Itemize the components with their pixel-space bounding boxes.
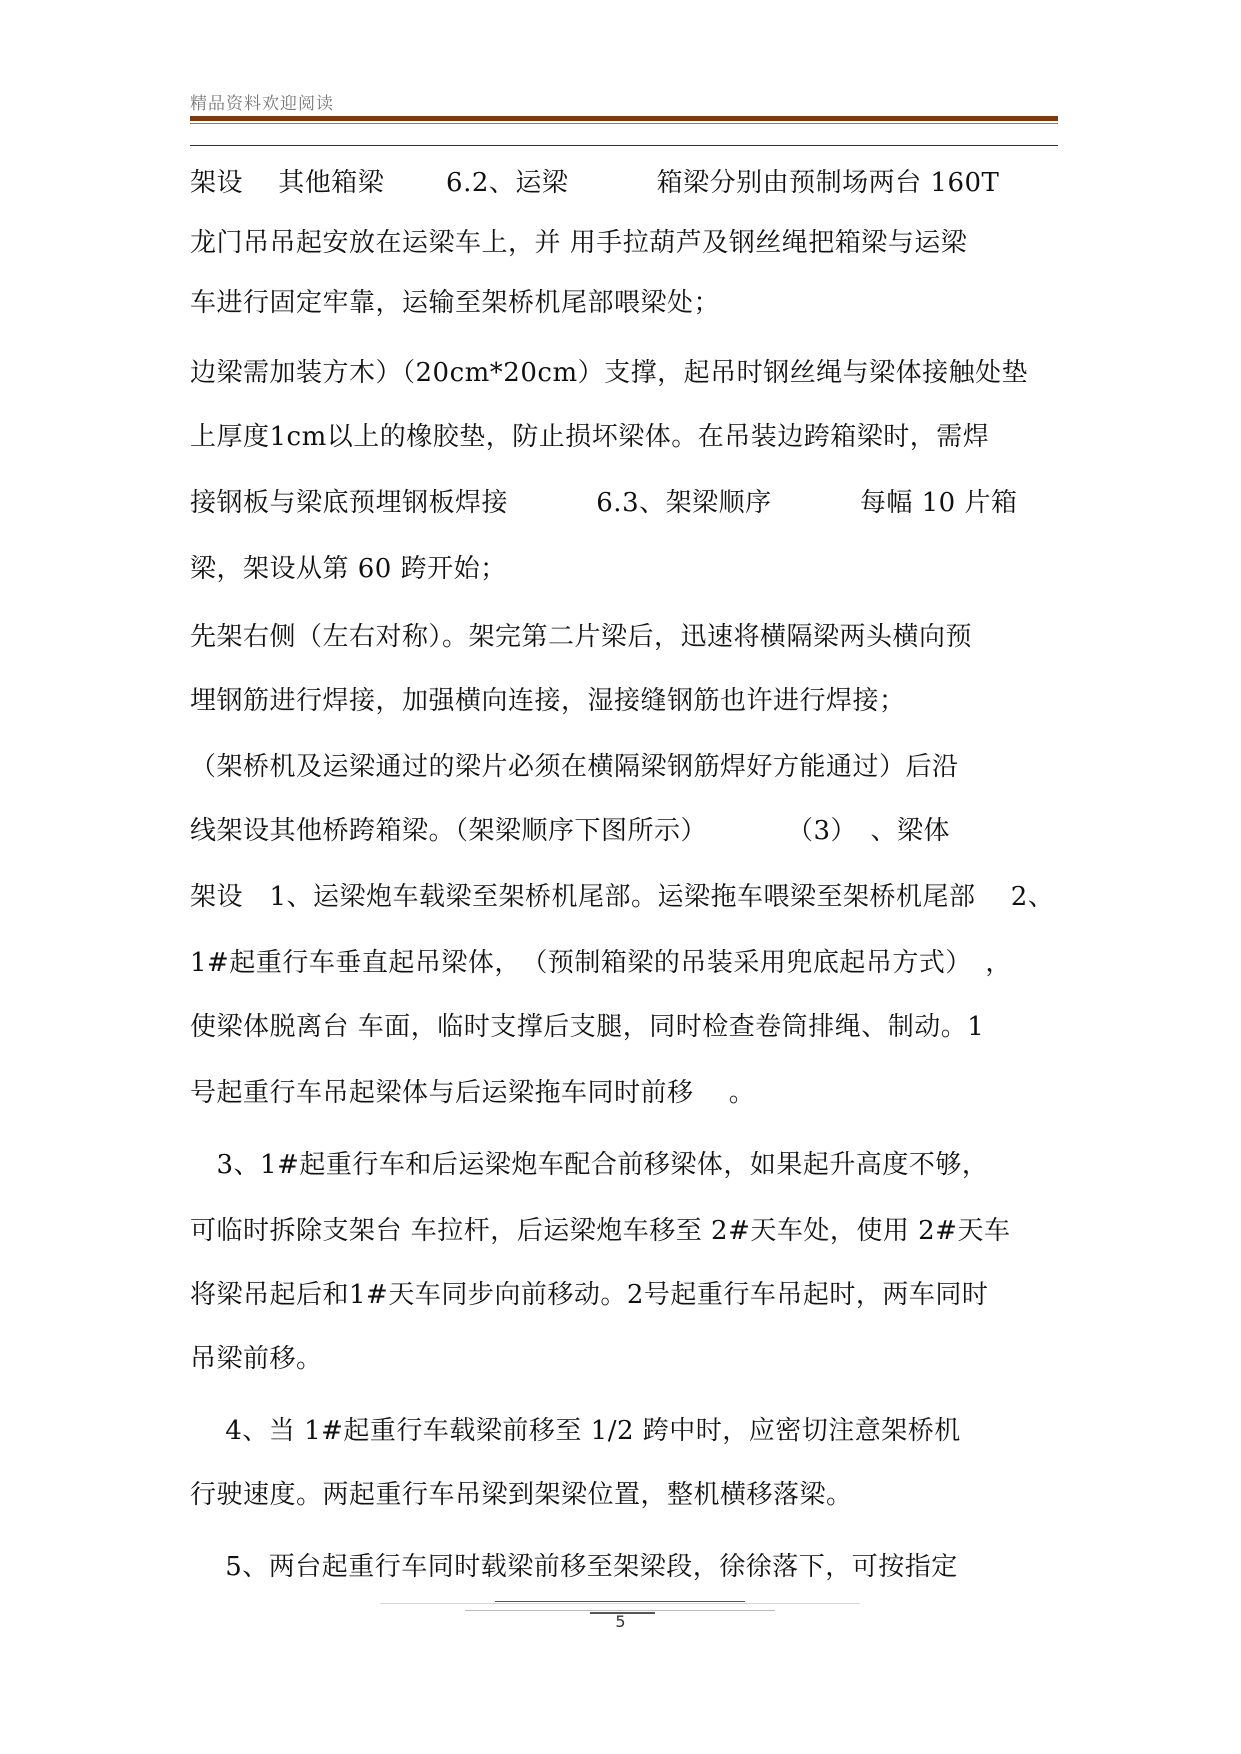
header-rule-bottom (190, 145, 1058, 146)
header-text: 精品资料欢迎阅读 (190, 94, 334, 114)
text-line: 将梁吊起后和1#天车同步向前移动。2号起重行车吊起时，两车同时 (190, 1280, 989, 1310)
text-line: 1#起重行车垂直起吊梁体， （预制箱梁的吊装采用兜底起吊方式） ， (190, 948, 1012, 978)
header-rule-thin (190, 123, 1058, 124)
footer-rule (495, 1601, 745, 1602)
text-line: 5、两台起重行车同时载梁前移至架梁段，徐徐落下，可按指定 (190, 1552, 958, 1582)
header-rule-thick (190, 116, 1058, 121)
text-line: 埋钢筋进行焊接，加强横向连接，湿接缝钢筋也许进行焊接； (190, 686, 906, 716)
text-line: 架设 其他箱梁 6.2、运梁 箱梁分别由预制场两台 160T (190, 168, 1000, 198)
text-line: 使梁体脱离台 车面，临时支撑后支腿，同时检查卷筒排绳、制动。1 (190, 1012, 985, 1042)
text-line: 可临时拆除支架台 车拉杆，后运梁炮车移至 2#天车处，使用 2#天车 (190, 1216, 1011, 1246)
page-number: 5 (615, 1612, 626, 1631)
text-line: 吊梁前移。 (190, 1344, 323, 1374)
text-line: 上厚度1cm以上的橡胶垫，防止损坏梁体。在吊装边跨箱梁时，需焊 (190, 422, 990, 452)
text-line: 4、当 1#起重行车载梁前移至 1/2 跨中时，应密切注意架桥机 (190, 1416, 961, 1446)
text-line: （架桥机及运梁通过的梁片必须在横隔梁钢筋焊好方能通过）后沿 (190, 752, 959, 782)
text-line: 行驶速度。两起重行车吊梁到架梁位置，整机横移落梁。 (190, 1480, 853, 1510)
text-line: 线架设其他桥跨箱梁。（架梁顺序下图所示） （3） 、梁体 (190, 816, 951, 846)
text-line: 接钢板与梁底预埋钢板焊接 6.3、架梁顺序 每幅 10 片箱 (190, 488, 1018, 518)
text-line: 3、1#起重行车和后运梁炮车配合前移梁体，如果起升高度不够， (190, 1150, 989, 1180)
footer-rule (465, 1610, 775, 1611)
footer-rule (380, 1603, 860, 1604)
text-line: 先架右侧（左右对称）。架完第二片梁后，迅速将横隔梁两头横向预 (190, 622, 973, 652)
text-line: 号起重行车吊起梁体与后运梁拖车同时前移 。 (190, 1078, 756, 1108)
text-line: 架设 1、运梁炮车载梁至架桥机尾部。运梁拖车喂梁至架桥机尾部 2、 (190, 882, 1055, 912)
text-line: 梁，架设从第 60 跨开始； (190, 554, 507, 584)
text-line: 边梁需加装方木）（20cm*20cm）支撑，起吊时钢丝绳与梁体接触处垫 (190, 358, 1029, 388)
text-line: 龙门吊吊起安放在运梁车上，并 用手拉葫芦及钢丝绳把箱梁与运梁 (190, 228, 968, 258)
text-line: 车进行固定牢靠，运输至架桥机尾部喂梁处； (190, 288, 721, 318)
